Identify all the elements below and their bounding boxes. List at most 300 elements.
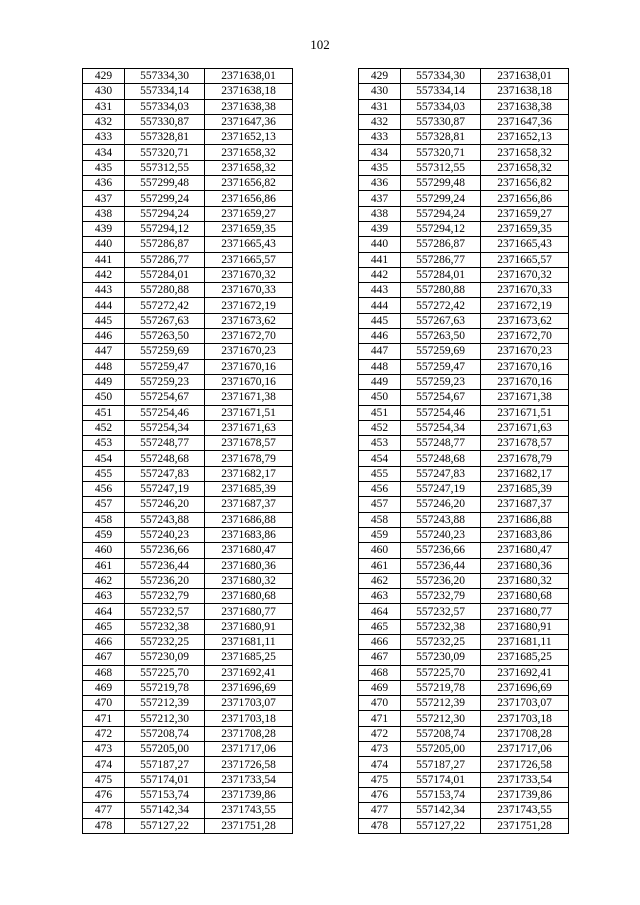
- point-number-cell: 436: [359, 176, 401, 191]
- x-coordinate-cell: 557225,70: [401, 665, 481, 680]
- table-row: [359, 313, 569, 328]
- x-coordinate-cell: 557230,09: [401, 650, 481, 665]
- point-number-cell: 445: [83, 313, 125, 328]
- y-coordinate-cell: 2371685,39: [481, 482, 569, 497]
- x-coordinate-cell: 557263,50: [401, 329, 481, 344]
- x-coordinate-cell: 557240,23: [125, 527, 205, 542]
- y-coordinate-cell: 2371638,18: [205, 84, 293, 99]
- table-row: [359, 359, 569, 374]
- point-number-cell: 459: [359, 527, 401, 542]
- x-coordinate-cell: 557299,24: [401, 191, 481, 206]
- point-number-cell: 431: [83, 99, 125, 114]
- x-coordinate-cell: 557259,23: [125, 374, 205, 389]
- point-number-cell: 471: [83, 711, 125, 726]
- x-coordinate-cell: 557259,69: [125, 344, 205, 359]
- point-number-cell: 454: [359, 451, 401, 466]
- y-coordinate-cell: 2371686,88: [205, 512, 293, 527]
- x-coordinate-cell: 557248,68: [401, 451, 481, 466]
- x-coordinate-cell: 557246,20: [125, 497, 205, 512]
- y-coordinate-cell: 2371682,17: [205, 466, 293, 481]
- y-coordinate-cell: 2371659,27: [205, 206, 293, 221]
- table-row: [83, 558, 293, 573]
- point-number-cell: 430: [359, 84, 401, 99]
- table-row: [359, 543, 569, 558]
- y-coordinate-cell: 2371733,54: [205, 772, 293, 787]
- point-number-cell: 450: [83, 390, 125, 405]
- table-row: [359, 267, 569, 282]
- y-coordinate-cell: 2371703,18: [481, 711, 569, 726]
- table-row: [83, 99, 293, 114]
- point-number-cell: 453: [359, 436, 401, 451]
- table-row: [83, 69, 293, 84]
- x-coordinate-cell: 557208,74: [401, 726, 481, 741]
- point-number-cell: 446: [359, 329, 401, 344]
- y-coordinate-cell: 2371673,62: [205, 313, 293, 328]
- y-coordinate-cell: 2371687,37: [481, 497, 569, 512]
- y-coordinate-cell: 2371670,32: [205, 267, 293, 282]
- y-coordinate-cell: 2371656,86: [205, 191, 293, 206]
- x-coordinate-cell: 557212,39: [401, 696, 481, 711]
- y-coordinate-cell: 2371678,79: [205, 451, 293, 466]
- y-coordinate-cell: 2371671,63: [205, 420, 293, 435]
- x-coordinate-cell: 557263,50: [125, 329, 205, 344]
- y-coordinate-cell: 2371680,91: [205, 619, 293, 634]
- point-number-cell: 447: [83, 344, 125, 359]
- x-coordinate-cell: 557205,00: [125, 742, 205, 757]
- y-coordinate-cell: 2371671,38: [481, 390, 569, 405]
- point-number-cell: 474: [359, 757, 401, 772]
- table-row: [359, 497, 569, 512]
- y-coordinate-cell: 2371680,91: [481, 619, 569, 634]
- x-coordinate-cell: 557142,34: [401, 803, 481, 818]
- point-number-cell: 433: [83, 130, 125, 145]
- point-number-cell: 476: [83, 787, 125, 802]
- x-coordinate-cell: 557254,34: [125, 420, 205, 435]
- point-number-cell: 447: [359, 344, 401, 359]
- x-coordinate-cell: 557248,77: [401, 436, 481, 451]
- x-coordinate-cell: 557243,88: [125, 512, 205, 527]
- x-coordinate-cell: 557254,67: [125, 390, 205, 405]
- y-coordinate-cell: 2371670,23: [481, 344, 569, 359]
- point-number-cell: 473: [83, 742, 125, 757]
- table-row: [83, 344, 293, 359]
- point-number-cell: 456: [359, 482, 401, 497]
- point-number-cell: 443: [83, 283, 125, 298]
- y-coordinate-cell: 2371656,86: [481, 191, 569, 206]
- y-coordinate-cell: 2371680,68: [481, 589, 569, 604]
- y-coordinate-cell: 2371678,57: [481, 436, 569, 451]
- table-row: [359, 451, 569, 466]
- table-row: [83, 114, 293, 129]
- point-number-cell: 456: [83, 482, 125, 497]
- y-coordinate-cell: 2371670,33: [481, 283, 569, 298]
- coordinate-table-right: [358, 68, 569, 834]
- table-row: [83, 512, 293, 527]
- x-coordinate-cell: 557284,01: [125, 267, 205, 282]
- x-coordinate-cell: 557219,78: [401, 680, 481, 695]
- y-coordinate-cell: 2371683,86: [481, 527, 569, 542]
- table-row: [83, 818, 293, 833]
- y-coordinate-cell: 2371670,16: [205, 374, 293, 389]
- point-number-cell: 441: [83, 252, 125, 267]
- y-coordinate-cell: 2371672,19: [205, 298, 293, 313]
- table-row: [359, 742, 569, 757]
- table-row: [83, 84, 293, 99]
- x-coordinate-cell: 557267,63: [401, 313, 481, 328]
- x-coordinate-cell: 557259,23: [401, 374, 481, 389]
- point-number-cell: 470: [359, 696, 401, 711]
- x-coordinate-cell: 557254,34: [401, 420, 481, 435]
- table-row: [359, 696, 569, 711]
- x-coordinate-cell: 557187,27: [125, 757, 205, 772]
- table-row: [83, 634, 293, 649]
- x-coordinate-cell: 557312,55: [125, 160, 205, 175]
- point-number-cell: 461: [83, 558, 125, 573]
- y-coordinate-cell: 2371672,19: [481, 298, 569, 313]
- y-coordinate-cell: 2371671,38: [205, 390, 293, 405]
- y-coordinate-cell: 2371739,86: [481, 787, 569, 802]
- point-number-cell: 457: [83, 497, 125, 512]
- point-number-cell: 436: [83, 176, 125, 191]
- point-number-cell: 472: [359, 726, 401, 741]
- table-row: [359, 329, 569, 344]
- table-row: [83, 589, 293, 604]
- y-coordinate-cell: 2371680,77: [481, 604, 569, 619]
- table-row: [359, 114, 569, 129]
- table-row: [83, 482, 293, 497]
- y-coordinate-cell: 2371703,18: [205, 711, 293, 726]
- point-number-cell: 468: [83, 665, 125, 680]
- point-number-cell: 463: [83, 589, 125, 604]
- table-row: [359, 527, 569, 542]
- point-number-cell: 437: [83, 191, 125, 206]
- y-coordinate-cell: 2371670,16: [205, 359, 293, 374]
- y-coordinate-cell: 2371659,27: [481, 206, 569, 221]
- y-coordinate-cell: 2371670,16: [481, 374, 569, 389]
- point-number-cell: 438: [83, 206, 125, 221]
- point-number-cell: 467: [359, 650, 401, 665]
- table-row: [359, 482, 569, 497]
- point-number-cell: 432: [83, 114, 125, 129]
- table-row: [83, 665, 293, 680]
- point-number-cell: 475: [83, 772, 125, 787]
- point-number-cell: 460: [83, 543, 125, 558]
- x-coordinate-cell: 557272,42: [401, 298, 481, 313]
- x-coordinate-cell: 557294,24: [401, 206, 481, 221]
- point-number-cell: 446: [83, 329, 125, 344]
- point-number-cell: 463: [359, 589, 401, 604]
- y-coordinate-cell: 2371680,77: [205, 604, 293, 619]
- x-coordinate-cell: 557236,66: [401, 543, 481, 558]
- table-row: [83, 252, 293, 267]
- y-coordinate-cell: 2371658,32: [481, 160, 569, 175]
- y-coordinate-cell: 2371671,51: [205, 405, 293, 420]
- point-number-cell: 451: [359, 405, 401, 420]
- x-coordinate-cell: 557246,20: [401, 497, 481, 512]
- point-number-cell: 440: [359, 237, 401, 252]
- table-row: [83, 237, 293, 252]
- point-number-cell: 452: [359, 420, 401, 435]
- table-row: [83, 803, 293, 818]
- y-coordinate-cell: 2371751,28: [481, 818, 569, 833]
- y-coordinate-cell: 2371670,32: [481, 267, 569, 282]
- point-number-cell: 477: [83, 803, 125, 818]
- y-coordinate-cell: 2371708,28: [205, 726, 293, 741]
- y-coordinate-cell: 2371647,36: [481, 114, 569, 129]
- table-row: [359, 634, 569, 649]
- y-coordinate-cell: 2371703,07: [481, 696, 569, 711]
- y-coordinate-cell: 2371659,35: [481, 221, 569, 236]
- table-row: [359, 405, 569, 420]
- y-coordinate-cell: 2371686,88: [481, 512, 569, 527]
- x-coordinate-cell: 557174,01: [125, 772, 205, 787]
- coordinate-table-left: [82, 68, 293, 834]
- x-coordinate-cell: 557286,87: [125, 237, 205, 252]
- table-row: [359, 665, 569, 680]
- x-coordinate-cell: 557286,87: [401, 237, 481, 252]
- table-row: [359, 252, 569, 267]
- x-coordinate-cell: 557299,24: [125, 191, 205, 206]
- point-number-cell: 429: [83, 69, 125, 84]
- x-coordinate-cell: 557142,34: [125, 803, 205, 818]
- y-coordinate-cell: 2371671,63: [481, 420, 569, 435]
- point-number-cell: 459: [83, 527, 125, 542]
- x-coordinate-cell: 557232,57: [401, 604, 481, 619]
- y-coordinate-cell: 2371692,41: [481, 665, 569, 680]
- y-coordinate-cell: 2371678,79: [481, 451, 569, 466]
- y-coordinate-cell: 2371672,70: [205, 329, 293, 344]
- point-number-cell: 471: [359, 711, 401, 726]
- y-coordinate-cell: 2371652,13: [205, 130, 293, 145]
- point-number-cell: 441: [359, 252, 401, 267]
- y-coordinate-cell: 2371652,13: [481, 130, 569, 145]
- x-coordinate-cell: 557294,12: [401, 221, 481, 236]
- y-coordinate-cell: 2371733,54: [481, 772, 569, 787]
- y-coordinate-cell: 2371647,36: [205, 114, 293, 129]
- point-number-cell: 438: [359, 206, 401, 221]
- y-coordinate-cell: 2371671,51: [481, 405, 569, 420]
- point-number-cell: 462: [83, 573, 125, 588]
- y-coordinate-cell: 2371678,57: [205, 436, 293, 451]
- x-coordinate-cell: 557232,57: [125, 604, 205, 619]
- y-coordinate-cell: 2371685,25: [205, 650, 293, 665]
- x-coordinate-cell: 557320,71: [401, 145, 481, 160]
- table-row: [359, 390, 569, 405]
- table-row: [359, 176, 569, 191]
- point-number-cell: 449: [83, 374, 125, 389]
- point-number-cell: 442: [359, 267, 401, 282]
- x-coordinate-cell: 557259,47: [401, 359, 481, 374]
- y-coordinate-cell: 2371659,35: [205, 221, 293, 236]
- x-coordinate-cell: 557236,44: [125, 558, 205, 573]
- point-number-cell: 478: [359, 818, 401, 833]
- table-row: [359, 237, 569, 252]
- y-coordinate-cell: 2371743,55: [481, 803, 569, 818]
- point-number-cell: 464: [359, 604, 401, 619]
- x-coordinate-cell: 557272,42: [125, 298, 205, 313]
- point-number-cell: 440: [83, 237, 125, 252]
- point-number-cell: 455: [359, 466, 401, 481]
- point-number-cell: 435: [83, 160, 125, 175]
- x-coordinate-cell: 557254,46: [125, 405, 205, 420]
- point-number-cell: 433: [359, 130, 401, 145]
- point-number-cell: 448: [83, 359, 125, 374]
- table-row: [83, 374, 293, 389]
- table-row: [83, 329, 293, 344]
- x-coordinate-cell: 557334,14: [401, 84, 481, 99]
- point-number-cell: 473: [359, 742, 401, 757]
- table-row: [83, 680, 293, 695]
- point-number-cell: 434: [359, 145, 401, 160]
- x-coordinate-cell: 557284,01: [401, 267, 481, 282]
- table-row: [359, 283, 569, 298]
- point-number-cell: 444: [83, 298, 125, 313]
- y-coordinate-cell: 2371751,28: [205, 818, 293, 833]
- page-number: 102: [310, 37, 330, 52]
- y-coordinate-cell: 2371658,32: [205, 145, 293, 160]
- point-number-cell: 458: [359, 512, 401, 527]
- y-coordinate-cell: 2371681,11: [205, 634, 293, 649]
- table-row: [83, 619, 293, 634]
- x-coordinate-cell: 557232,79: [401, 589, 481, 604]
- table-row: [359, 84, 569, 99]
- y-coordinate-cell: 2371703,07: [205, 696, 293, 711]
- table-row: [83, 267, 293, 282]
- x-coordinate-cell: 557248,77: [125, 436, 205, 451]
- point-number-cell: 450: [359, 390, 401, 405]
- table-row: [359, 221, 569, 236]
- y-coordinate-cell: 2371658,32: [481, 145, 569, 160]
- x-coordinate-cell: 557299,48: [125, 176, 205, 191]
- x-coordinate-cell: 557153,74: [125, 787, 205, 802]
- point-number-cell: 457: [359, 497, 401, 512]
- table-row: [83, 650, 293, 665]
- x-coordinate-cell: 557248,68: [125, 451, 205, 466]
- point-number-cell: 455: [83, 466, 125, 481]
- y-coordinate-cell: 2371673,62: [481, 313, 569, 328]
- x-coordinate-cell: 557236,44: [401, 558, 481, 573]
- y-coordinate-cell: 2371708,28: [481, 726, 569, 741]
- y-coordinate-cell: 2371658,32: [205, 160, 293, 175]
- y-coordinate-cell: 2371665,43: [205, 237, 293, 252]
- x-coordinate-cell: 557236,20: [401, 573, 481, 588]
- table-row: [83, 206, 293, 221]
- y-coordinate-cell: 2371717,06: [205, 742, 293, 757]
- point-number-cell: 461: [359, 558, 401, 573]
- x-coordinate-cell: 557328,81: [401, 130, 481, 145]
- table-row: [359, 573, 569, 588]
- table-row: [359, 206, 569, 221]
- table-row: [83, 497, 293, 512]
- table-row: [359, 512, 569, 527]
- x-coordinate-cell: 557232,25: [401, 634, 481, 649]
- y-coordinate-cell: 2371687,37: [205, 497, 293, 512]
- table-row: [83, 221, 293, 236]
- y-coordinate-cell: 2371680,32: [481, 573, 569, 588]
- point-number-cell: 470: [83, 696, 125, 711]
- x-coordinate-cell: 557334,03: [401, 99, 481, 114]
- y-coordinate-cell: 2371726,58: [205, 757, 293, 772]
- table-row: [83, 604, 293, 619]
- table-row: [83, 466, 293, 481]
- y-coordinate-cell: 2371680,47: [481, 543, 569, 558]
- x-coordinate-cell: 557334,30: [125, 69, 205, 84]
- table-row: [83, 543, 293, 558]
- table-row: [359, 604, 569, 619]
- x-coordinate-cell: 557208,74: [125, 726, 205, 741]
- point-number-cell: 442: [83, 267, 125, 282]
- point-number-cell: 429: [359, 69, 401, 84]
- point-number-cell: 474: [83, 757, 125, 772]
- point-number-cell: 477: [359, 803, 401, 818]
- point-number-cell: 469: [359, 680, 401, 695]
- point-number-cell: 476: [359, 787, 401, 802]
- point-number-cell: 478: [83, 818, 125, 833]
- x-coordinate-cell: 557232,25: [125, 634, 205, 649]
- point-number-cell: 431: [359, 99, 401, 114]
- table-row: [83, 176, 293, 191]
- table-row: [359, 558, 569, 573]
- x-coordinate-cell: 557328,81: [125, 130, 205, 145]
- x-coordinate-cell: 557294,12: [125, 221, 205, 236]
- y-coordinate-cell: 2371685,39: [205, 482, 293, 497]
- point-number-cell: 449: [359, 374, 401, 389]
- table-row: [359, 711, 569, 726]
- table-row: [83, 313, 293, 328]
- point-number-cell: 460: [359, 543, 401, 558]
- table-row: [359, 344, 569, 359]
- table-row: [83, 436, 293, 451]
- x-coordinate-cell: 557334,03: [125, 99, 205, 114]
- y-coordinate-cell: 2371696,69: [205, 680, 293, 695]
- x-coordinate-cell: 557320,71: [125, 145, 205, 160]
- point-number-cell: 439: [359, 221, 401, 236]
- point-number-cell: 465: [83, 619, 125, 634]
- y-coordinate-cell: 2371683,86: [205, 527, 293, 542]
- point-number-cell: 466: [359, 634, 401, 649]
- table-row: [359, 650, 569, 665]
- point-number-cell: 453: [83, 436, 125, 451]
- table-row: [359, 436, 569, 451]
- point-number-cell: 468: [359, 665, 401, 680]
- table-row: [359, 160, 569, 175]
- table-row: [359, 772, 569, 787]
- x-coordinate-cell: 557187,27: [401, 757, 481, 772]
- x-coordinate-cell: 557236,20: [125, 573, 205, 588]
- y-coordinate-cell: 2371672,70: [481, 329, 569, 344]
- table-row: [359, 374, 569, 389]
- y-coordinate-cell: 2371665,57: [481, 252, 569, 267]
- x-coordinate-cell: 557225,70: [125, 665, 205, 680]
- x-coordinate-cell: 557254,46: [401, 405, 481, 420]
- table-row: [83, 130, 293, 145]
- table-row: [359, 589, 569, 604]
- table-row: [359, 726, 569, 741]
- point-number-cell: 434: [83, 145, 125, 160]
- table-row: [359, 145, 569, 160]
- table-row: [83, 160, 293, 175]
- y-coordinate-cell: 2371680,32: [205, 573, 293, 588]
- point-number-cell: 462: [359, 573, 401, 588]
- x-coordinate-cell: 557330,87: [401, 114, 481, 129]
- y-coordinate-cell: 2371682,17: [481, 466, 569, 481]
- point-number-cell: 452: [83, 420, 125, 435]
- point-number-cell: 472: [83, 726, 125, 741]
- y-coordinate-cell: 2371670,23: [205, 344, 293, 359]
- table-row: [359, 787, 569, 802]
- table-row: [359, 803, 569, 818]
- y-coordinate-cell: 2371656,82: [205, 176, 293, 191]
